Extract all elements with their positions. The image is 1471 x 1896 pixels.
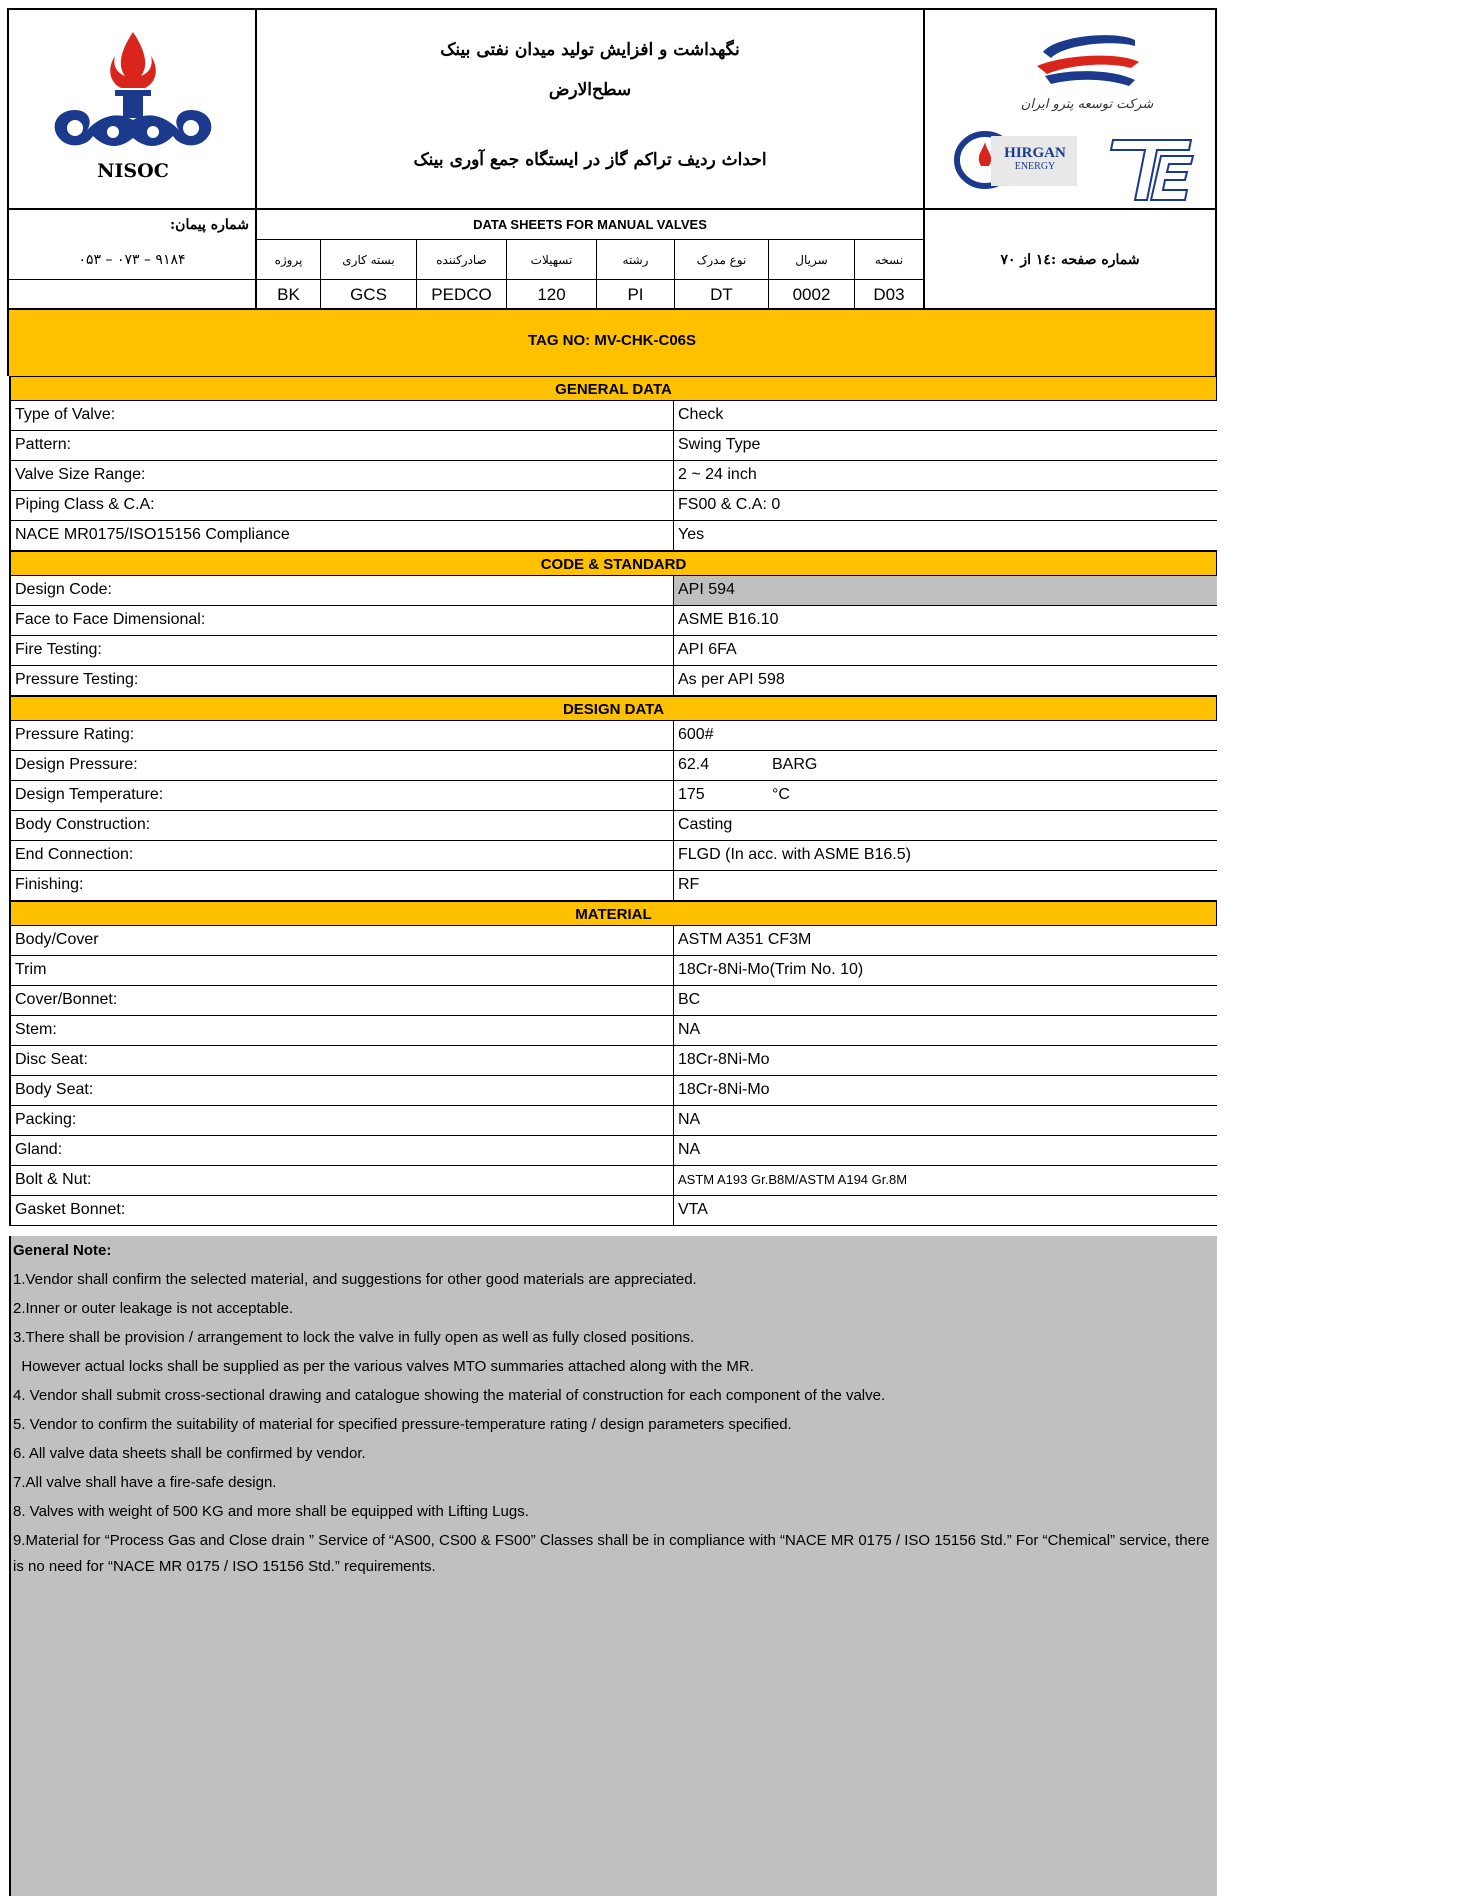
row-value: NA [678,1141,701,1158]
contract-empty-cell [9,280,257,310]
table-row [9,461,1217,491]
table-row [9,721,1217,751]
row-value: 2 ~ 24 inch [678,466,757,483]
contract-label: شماره پیمان: [9,210,257,240]
row-value: ASTM A193 Gr.B8M/ASTM A194 Gr.8M [678,1172,908,1187]
row-label: Pattern: [11,431,674,460]
col-val-issuer: PEDCO [417,280,507,310]
table-row [9,751,1217,781]
data-table [9,376,1217,1226]
note-item: 7.All valve shall have a fire-safe design. [13,1474,277,1491]
row-label: Pressure Rating: [11,721,674,750]
row-label: Finishing: [11,871,674,900]
table-row [9,811,1217,841]
table-row [9,491,1217,521]
table-row [9,781,1217,811]
tag-number: TAG NO: MV-CHK-C06S [7,310,1217,376]
row-value: FS00 & C.A: 0 [678,496,781,513]
col-head-package: بسته کاری [321,240,417,280]
row-value [674,871,1217,900]
table-row [9,1196,1217,1226]
row-label: End Connection: [11,841,674,870]
project-title-line3: احداث ردیف تراکم گاز در ایستگاه جمع آوری بینک [413,150,767,170]
table-row [9,636,1217,666]
table-row [9,606,1217,636]
company-logos-icon [925,10,1215,210]
row-value [674,811,1217,840]
row-value [674,721,1217,750]
row-value [674,781,1217,810]
table-row [9,1046,1217,1076]
row-label: Body Seat: [11,1076,674,1105]
row-label: Design Code: [11,576,674,605]
svg-text:HIRGAN: HIRGAN [1004,145,1066,161]
col-head-project: پروژه [257,240,321,280]
table-row [9,401,1217,431]
note-item: 3.There shall be provision / arrangement to lock the valve in fully open as well as fully closed positions. [13,1329,695,1346]
col-val-project: BK [257,280,321,310]
page-number: شماره صفحه :۱٤ از ۷۰ [1000,252,1140,268]
note-item: 4. Vendor shall submit cross-sectional drawing and catalogue showing the material of construction for each component of the valve. [13,1387,886,1404]
right-logos [925,10,1215,210]
nisoc-logo [9,10,257,210]
section-material: MATERIAL [9,901,1217,926]
notes-title: General Note: [13,1242,112,1259]
col-val-package: GCS [321,280,417,310]
row-value: BC [678,991,701,1008]
row-label: Trim [11,956,674,985]
col-val-revision: D03 [855,280,925,310]
row-value-text: Casting [678,816,733,833]
note-item: 1.Vendor shall confirm the selected material, and suggestions for other good materials are appreciated. [13,1271,697,1288]
row-value-text: 175 [678,786,705,803]
contract-number: ۰۵۳ – ۰۷۳ – ۹۱۸۴ [9,240,257,280]
note-item: However actual locks shall be supplied as per the various valves MTO summaries attached along with the MR. [13,1358,754,1375]
row-value: As per API 598 [678,671,785,688]
row-label: Pressure Testing: [11,666,674,695]
row-value: API 594 [674,576,1217,605]
row-label: Disc Seat: [11,1046,674,1075]
row-label: Valve Size Range: [11,461,674,490]
svg-text:ENERGY: ENERGY [1014,161,1056,172]
project-title-line2: سطح‌الارض [548,80,632,100]
note-item: 5. Vendor to confirm the suitability of material for specified pressure-temperature rating / design parameters specified. [13,1416,792,1433]
row-label: Body/Cover [11,926,674,955]
nisoc-label: NISOC [97,160,169,182]
project-title-line1: نگهداشت و افزایش تولید میدان نفتی بینک [440,40,740,60]
table-row [9,1076,1217,1106]
row-value-text: 600# [678,726,714,743]
row-unit: BARG [772,756,818,773]
col-val-facility: 120 [507,280,597,310]
note-item: 9.Material for “Process Gas and Close drain ” Service of “AS00, CS00 & FS00” Classes shall be in compliance with “NACE MR 0175 / ISO 15156 Std.” For “Chemical” service, there is no need for “NACE MR 0175 / ISO 15156 Std.” requirements. [13,1532,1210,1575]
row-label: Design Pressure: [11,751,674,780]
general-notes [9,1236,1217,1896]
datasheet-page [7,8,1217,1888]
row-value-text: FLGD (In acc. with ASME B16.5) [678,846,911,863]
section-code-standard: CODE & STANDARD [9,551,1217,576]
note-item: 8. Valves with weight of 500 KG and more shall be equipped with Lifting Lugs. [13,1503,529,1520]
col-val-doctype: DT [675,280,769,310]
row-label: Gasket Bonnet: [11,1196,674,1225]
row-label: Packing: [11,1106,674,1135]
table-row [9,521,1217,551]
table-row [9,431,1217,461]
col-head-serial: سریال [769,240,855,280]
col-val-serial: 0002 [769,280,855,310]
row-label: Cover/Bonnet: [11,986,674,1015]
row-label: Fire Testing: [11,636,674,665]
row-label: Gland: [11,1136,674,1165]
section-design-data: DESIGN DATA [9,696,1217,721]
row-value-text: RF [678,876,700,893]
table-row [9,1016,1217,1046]
project-title-box [257,10,925,210]
table-row [9,666,1217,696]
row-value-text: 62.4 [678,756,710,773]
col-head-issuer: صادرکننده [417,240,507,280]
row-value: NA [678,1021,701,1038]
table-row [9,1166,1217,1196]
row-value [674,751,1217,780]
table-row [9,841,1217,871]
table-row [9,576,1217,606]
row-label: Piping Class & C.A: [11,491,674,520]
row-label: Face to Face Dimensional: [11,606,674,635]
table-row [9,926,1217,956]
row-value: 18Cr-8Ni-Mo(Trim No. 10) [678,961,864,978]
row-value [674,841,1217,870]
note-item: 2.Inner or outer leakage is not acceptable. [13,1300,294,1317]
petro-iran-text: شرکت توسعه پترو ایران [1020,97,1154,112]
header-block [7,8,1217,310]
col-val-discipline: PI [597,280,675,310]
row-label: Bolt & Nut: [11,1166,674,1195]
nisoc-flame-icon [9,10,257,160]
table-row [9,956,1217,986]
table-row [9,1136,1217,1166]
row-label: Body Construction: [11,811,674,840]
row-value: Check [678,406,724,423]
table-row [9,986,1217,1016]
col-head-revision: نسخه [855,240,925,280]
note-item: 6. All valve data sheets shall be confirmed by vendor. [13,1445,366,1462]
row-label: Stem: [11,1016,674,1045]
row-label: NACE MR0175/ISO15156 Compliance [11,521,674,550]
col-head-facility: تسهیلات [507,240,597,280]
row-value: API 6FA [678,641,737,658]
section-general-data: GENERAL DATA [9,376,1217,401]
row-label: Design Temperature: [11,781,674,810]
table-row [9,1106,1217,1136]
table-row [9,871,1217,901]
row-value: 18Cr-8Ni-Mo [678,1051,770,1068]
row-unit: °C [772,786,790,803]
row-value: ASME B16.10 [678,611,779,628]
row-value: NA [678,1111,701,1128]
col-head-doctype: نوع مدرک [675,240,769,280]
col-head-discipline: رشته [597,240,675,280]
datasheet-title: DATA SHEETS FOR MANUAL VALVES [257,210,925,240]
row-value: Yes [678,526,705,543]
row-value: Swing Type [678,436,761,453]
row-value: ASTM A351 CF3M [678,931,812,948]
row-value: VTA [678,1201,708,1218]
row-value: 18Cr-8Ni-Mo [678,1081,770,1098]
row-label: Type of Valve: [11,401,674,430]
